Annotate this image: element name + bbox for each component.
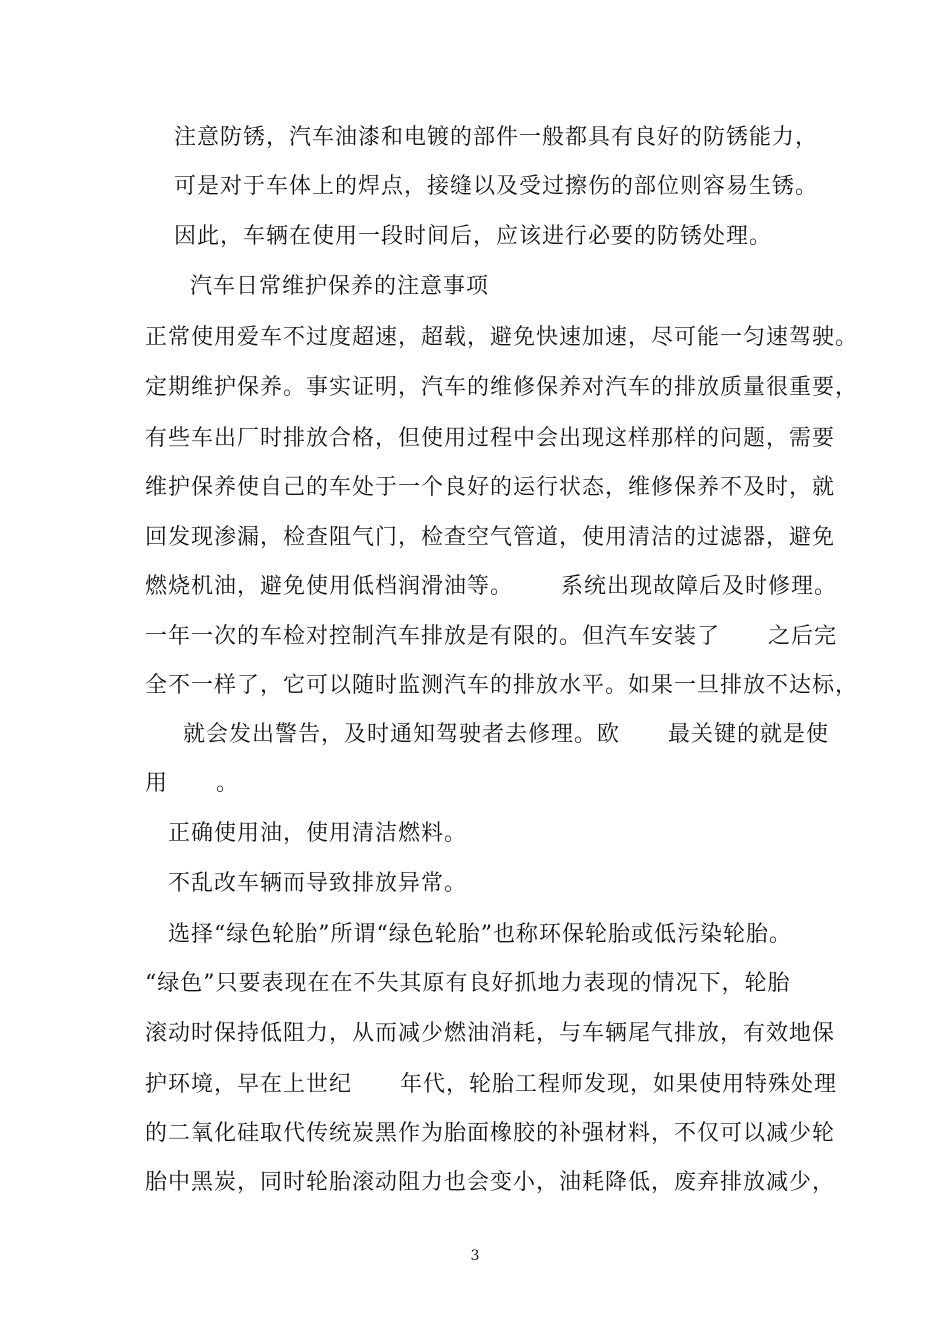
text-line: 维护保养使自己的车处于一个良好的运行状态，维修保养不及时，就	[145, 475, 836, 500]
text-line: 滚动时保持低阻力，从而减少燃油消耗，与车辆尾气排放，有效地保	[145, 1021, 836, 1046]
text-line: 选择“绿色轮胎”所谓“绿色轮胎”也称环保轮胎或低污染轮胎。	[168, 922, 792, 947]
page-number: 3	[470, 1248, 480, 1264]
text-line: 注意防锈，汽车油漆和电镀的部件一般都具有良好的防锈能力，	[174, 125, 819, 150]
text-line: 不乱改车辆而导致排放异常。	[168, 871, 468, 896]
section-heading: 汽车日常维护保养的注意事项	[190, 274, 490, 299]
text-line: 因此，车辆在使用一段时间后，应该进行必要的防锈处理。	[174, 224, 773, 249]
text-line: 燃烧机油，避免使用低档润滑油等。 系统出现故障后及时修理。	[145, 574, 837, 599]
text-line: 就会发出警告，及时通知驾驶者去修理。欧 最关键的就是使	[183, 722, 829, 747]
text-line: 的二氧化硅取代传统炭黑作为胎面橡胶的补强材料，不仅可以减少轮	[145, 1121, 836, 1146]
text-line: 用 。	[145, 771, 239, 796]
text-line: 一年一次的车检对控制汽车排放是有限的。但汽车安装了 之后完	[145, 624, 837, 649]
text-line: 胎中黑炭，同时轮胎滚动阻力也会变小，油耗降低，废弃排放减少，	[145, 1170, 836, 1195]
text-line: 可是对于车体上的焊点，接缝以及受过擦伤的部位则容易生锈。	[174, 174, 819, 199]
text-line: 全不一样了，它可以随时监测汽车的排放水平。如果一旦排放不达标，	[145, 673, 859, 698]
text-line: 正确使用油，使用清洁燃料。	[168, 821, 468, 846]
text-line: 定期维护保养。事实证明，汽车的维修保养对汽车的排放质量很重要，	[145, 375, 859, 400]
text-line: “绿色”只要表现在在不失其原有良好抓地力表现的情况下，轮胎	[145, 971, 791, 996]
text-line: 护环境，早在上世纪 年代，轮胎工程师发现，如果使用特殊处理	[145, 1072, 837, 1097]
text-line: 正常使用爱车不过度超速，超载，避免快速加速，尽可能一匀速驾驶。	[145, 325, 859, 350]
text-line: 回发现渗漏，检查阻气门，检查空气管道，使用清洁的过滤器，避免	[145, 525, 836, 550]
text-line: 有些车出厂时排放合格，但使用过程中会出现这样那样的问题，需要	[145, 426, 836, 451]
